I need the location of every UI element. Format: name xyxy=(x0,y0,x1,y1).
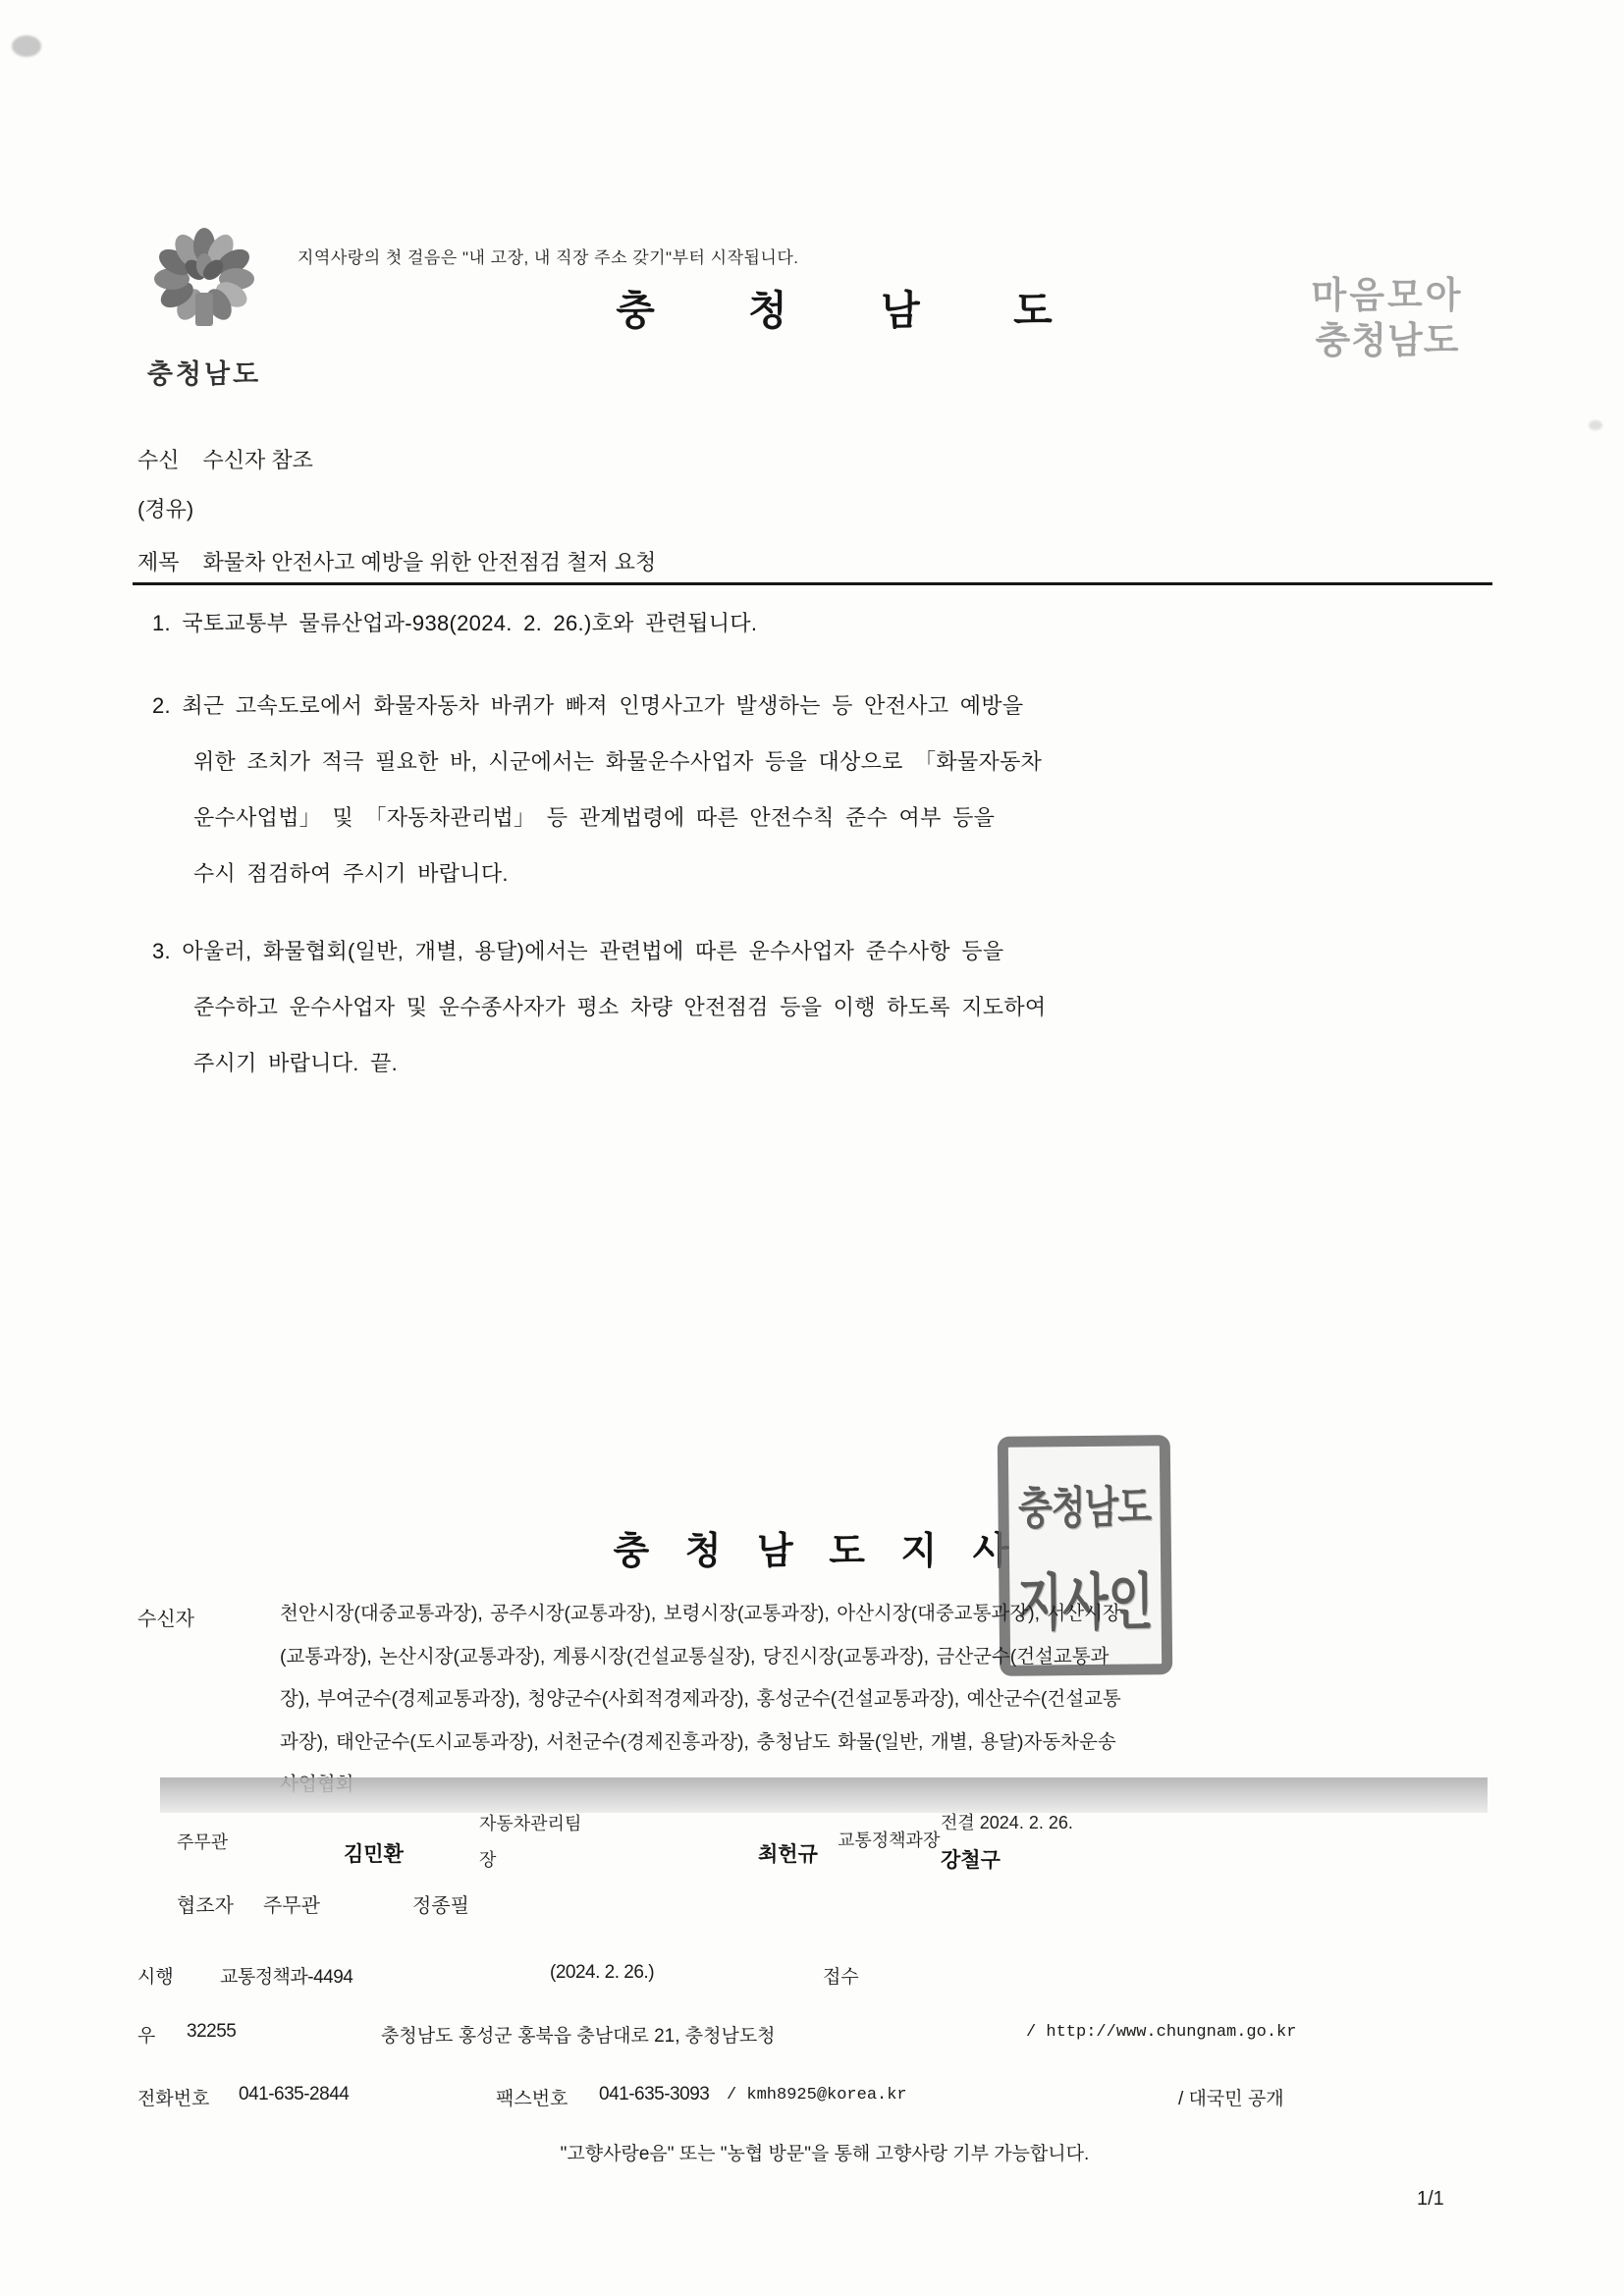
cooperator-label: 협조자 xyxy=(177,1895,234,1917)
donation-notice: "고향사랑e음" 또는 "농협 방문"을 통해 고향사랑 기부 가능합니다. xyxy=(560,2144,1090,2164)
tel-number: 041-635-2844 xyxy=(239,2084,350,2105)
recipients-list xyxy=(280,1593,1507,1807)
fax-number: 041-635-3093 xyxy=(599,2084,710,2105)
recipients-line: 천안시장(대중교통과장), 공주시장(교통과장), 보령시장(교통과장), 아산시장(대중교통과장), 서산시장 xyxy=(280,1603,1121,1624)
body-line: 2. 최근 고속도로에서 화물자동차 바퀴가 빠져 인명사고가 발생하는 등 안전사고 예방을 xyxy=(152,693,1024,718)
disclosure-level: / 대국민 공개 xyxy=(1178,2089,1284,2109)
stamp-text-row2: 지사인 xyxy=(1016,1568,1155,1639)
approver2-role-line1: 자동차관리팀 xyxy=(479,1814,582,1833)
scan-smudge xyxy=(12,35,41,57)
approver3-name: 강철구 xyxy=(941,1849,1001,1872)
body-line: 위한 조치가 적극 필요한 바, 시군에서는 화물운수사업자 등을 대상으로 「화물자동차 xyxy=(193,749,1043,774)
enforce-label: 시행 xyxy=(137,1967,174,1988)
scan-artifact-band xyxy=(160,1777,1488,1813)
body-paragraph-3 xyxy=(152,935,1046,1077)
recipients-line: 과장), 태안군수(도시교통과장), 서천군수(경제진흥과장), 충청남도 화물(일반, 개별, 용달)자동차운송 xyxy=(280,1730,1116,1753)
scan-smudge xyxy=(1589,420,1602,430)
enforce-doc-number: 교통정책과-4494 xyxy=(220,1967,353,1988)
approval-decision-note: 전결 2024. 2. 26. xyxy=(941,1813,1073,1832)
body-line: 3. 아울러, 화물협회(일반, 개별, 용달)에서는 관련법에 따른 운수사업자 준수사항 등을 xyxy=(152,939,1004,963)
subject-label: 제목 xyxy=(137,550,180,574)
approver2-role-line2: 장 xyxy=(479,1850,497,1870)
subject-line xyxy=(137,546,656,576)
governor-title: 충 청 남 도 지 사 xyxy=(613,1531,1011,1572)
recipients-line: (교통과장), 논산시장(교통과장), 계룡시장(건설교통실장), 당진시장(교통과장), 금산군수(건설교통과 xyxy=(280,1645,1110,1667)
office-address: 충청남도 홍성군 홍북읍 충남대로 21, 충청남도청 xyxy=(381,2026,776,2047)
recipient-line xyxy=(137,444,313,474)
approver1-role: 주무관 xyxy=(177,1832,229,1852)
fax-label: 팩스번호 xyxy=(496,2089,568,2109)
tel-label: 전화번호 xyxy=(137,2089,210,2109)
campaign-logo-line1: 마음모아 xyxy=(1311,275,1464,315)
campaign-logo xyxy=(1294,273,1481,363)
cooperator-name: 정종필 xyxy=(412,1895,469,1917)
recipient-value: 수신자 참조 xyxy=(202,448,313,472)
stamp-text-row1: 충청남도 xyxy=(1017,1481,1152,1534)
enforce-date: (2024. 2. 26.) xyxy=(550,1962,655,1983)
body-line: 주시기 바랍니다. 끝. xyxy=(193,1051,399,1075)
body-line: 운수사업법」 및 「자동차관리법」 등 관계법령에 따른 안전수칙 준수 여부 등을 xyxy=(193,805,996,830)
recipients-label: 수신자 xyxy=(137,1609,194,1630)
approver3-role: 교통정책과장 xyxy=(838,1831,941,1850)
body-paragraph-1: 1. 국토교통부 물류산업과-938(2024. 2. 26.)호와 관련됩니다. xyxy=(152,611,758,635)
email-address: / kmh8925@korea.kr xyxy=(727,2086,907,2105)
receipt-label: 접수 xyxy=(823,1967,859,1988)
body-paragraph-2 xyxy=(152,689,1042,888)
approver2-name: 최헌규 xyxy=(758,1843,818,1866)
zip-label: 우 xyxy=(137,2026,156,2047)
subject-value: 화물차 안전사고 예방을 위한 안전점검 철저 요청 xyxy=(202,550,657,574)
via-line: (경유) xyxy=(137,497,194,521)
recipients-line: 장), 부여군수(경제교통과장), 청양군수(사회적경제과장), 홍성군수(건설교통과장), 예산군수(건설교통 xyxy=(280,1688,1121,1710)
body-line: 준수하고 운수사업자 및 운수종사자가 평소 차량 안전점검 등을 이행 하도록 지도하여 xyxy=(193,995,1047,1019)
cooperator-role: 주무관 xyxy=(263,1895,320,1917)
recipient-label: 수신 xyxy=(137,448,180,472)
zip-code: 32255 xyxy=(187,2021,237,2042)
approver1-name: 김민환 xyxy=(344,1843,404,1866)
page-number: 1/1 xyxy=(1417,2188,1444,2210)
document-title: 충 청 남 도 xyxy=(616,288,1054,333)
campaign-slogan-text: 지역사랑의 첫 걸음은 "내 고장, 내 직장 주소 갖기"부터 시작됩니다. xyxy=(298,248,799,267)
subject-divider xyxy=(133,582,1492,585)
campaign-logo-line2: 충청남도 xyxy=(1315,320,1460,360)
homepage-url: / http://www.chungnam.go.kr xyxy=(1026,2023,1297,2042)
province-logo-caption: 충청남도 xyxy=(146,359,262,389)
body-line: 수시 점검하여 주시기 바랍니다. xyxy=(193,861,509,886)
